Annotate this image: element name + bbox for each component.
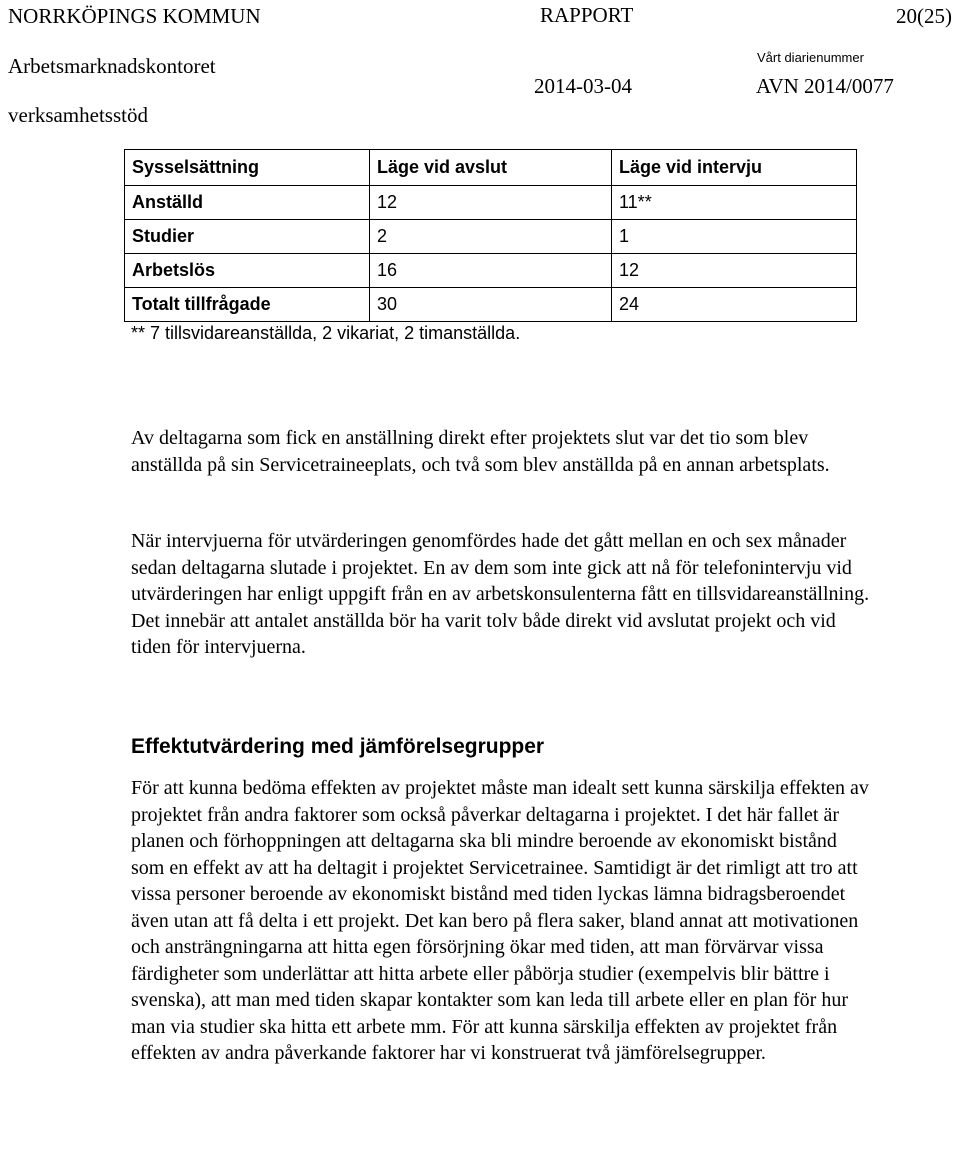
document-type: RAPPORT — [540, 3, 634, 27]
table-row — [125, 288, 857, 322]
row-label: Anställd — [125, 186, 370, 220]
table-row — [125, 220, 857, 254]
diary-number-label: Vårt diarienummer — [757, 50, 864, 65]
table-cell: 24 — [612, 288, 857, 322]
column-header: Sysselsättning — [125, 150, 370, 186]
table-cell: 16 — [370, 254, 612, 288]
body-paragraph: Av deltagarna som fick en anställning direkt efter projektets slut var det tio som blev anställda på sin Servicetraineeplats, och två som blev anställda på en annan arbetsplats. — [131, 427, 830, 476]
diary-number: AVN 2014/0077 — [756, 74, 894, 98]
page-number: 20(25) — [896, 4, 952, 28]
row-label: Totalt tillfrågade — [125, 288, 370, 322]
section-heading: Effektutvärdering med jämförelsegrupper — [131, 735, 545, 758]
table-cell: 2 — [370, 220, 612, 254]
table-cell: 1 — [612, 220, 857, 254]
row-label: Arbetslös — [125, 254, 370, 288]
row-label: Studier — [125, 220, 370, 254]
table-row — [125, 254, 857, 288]
report-date: 2014-03-04 — [534, 74, 632, 98]
table-cell: 30 — [370, 288, 612, 322]
body-paragraph: När intervjuerna för utvärderingen genomfördes hade det gått mellan en och sex månader sedan deltagarna slutade i projektet. En av dem som inte gick att nå för telefonintervju vid utvärderingen har enligt uppgift från en av arbetskonsulenterna fått en tillsvidareanställning. Det innebär att antalet anställda bör ha varit tolv både direkt vid avslutat projekt och vid tiden för intervjuerna. — [131, 530, 870, 658]
department-name: Arbetsmarknadskontoret — [8, 54, 216, 78]
column-header: Läge vid avslut — [370, 150, 612, 186]
table-footnote: ** 7 tillsvidareanställda, 2 vikariat, 2 timanställda. — [131, 323, 521, 343]
column-header: Läge vid intervju — [612, 150, 857, 186]
unit-name: verksamhetsstöd — [8, 103, 148, 127]
employment-table — [124, 149, 857, 322]
table-cell: 12 — [612, 254, 857, 288]
table-cell: 12 — [370, 186, 612, 220]
body-paragraph: För att kunna bedöma effekten av projektet måste man idealt sett kunna särskilja effekten av projektet från andra faktorer som också påverkar deltagarna i projektet. I det här fallet är planen och förhoppningen att deltagarna ska bli mindre beroende av ekonomiskt bistånd som en effekt av att ha deltagit i projektet Servicetrainee. Samtidigt är det rimligt att tro att vissa personer beroende av ekonomiskt bistånd med tiden lyckas lämna bidragsberoendet även utan att få delta i ett projekt. Det kan bero på flera saker, bland annat att motivationen och ansträngningarna att hitta egen försörjning ökar med tiden, att man förvärvar vissa färdigheter som underlättar att hitta arbete eller påbörja studier (exempelvis blir bättre i svenska), att man med tiden skapar kontakter som kan leda till arbete eller en plan för hur man via studier ska hitta ett arbete mm. För att kunna särskilja effekten av projektet från effekten av andra påverkande faktorer har vi konstruerat två jämförelsegrupper. — [131, 777, 869, 1064]
table-header-row — [125, 150, 857, 186]
organization-name: NORRKÖPINGS KOMMUN — [8, 4, 261, 28]
table-cell: 11** — [612, 186, 857, 220]
table-row — [125, 186, 857, 220]
